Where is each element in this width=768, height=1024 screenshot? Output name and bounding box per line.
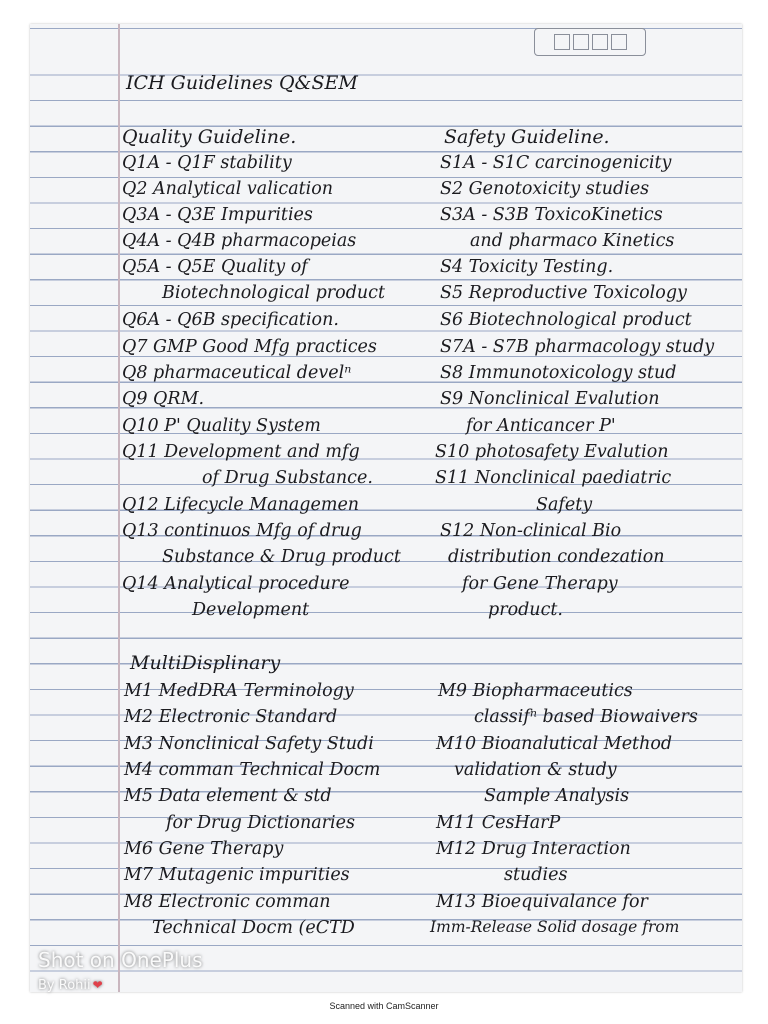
multidisciplinary-heading: MultiDisplinary bbox=[130, 652, 281, 674]
quality-line: Q8 pharmaceutical develⁿ bbox=[122, 363, 352, 383]
quality-line: Q12 Lifecycle Managemen bbox=[122, 495, 360, 515]
quality-line: Q6A - Q6B specification. bbox=[122, 310, 339, 330]
safety-line: S12 Non-clinical Bio bbox=[440, 521, 622, 541]
quality-line: of Drug Substance. bbox=[202, 468, 373, 488]
page-box bbox=[592, 34, 608, 50]
multi-left-line: M1 MedDRA Terminology bbox=[124, 681, 354, 701]
quality-line: Q5A - Q5E Quality of bbox=[122, 257, 308, 277]
safety-line: S4 Toxicity Testing. bbox=[440, 257, 614, 277]
safety-line: S9 Nonclinical Evalution bbox=[440, 389, 660, 409]
safety-line: S7A - S7B pharmacology study bbox=[440, 337, 715, 357]
safety-line: S3A - S3B ToxicoKinetics bbox=[440, 205, 663, 225]
multi-left-line: Technical Docm (eCTD bbox=[152, 918, 355, 938]
safety-line: S1A - S1C carcinogenicity bbox=[440, 153, 672, 173]
quality-line: Q11 Development and mfg bbox=[122, 442, 360, 462]
multi-right-line: M11 CesHarP bbox=[436, 813, 561, 833]
multi-right-line: Sample Analysis bbox=[484, 786, 630, 806]
safety-line: S6 Biotechnological product bbox=[440, 310, 692, 330]
page-box bbox=[573, 34, 589, 50]
safety-line: product. bbox=[488, 600, 563, 620]
multi-left-line: for Drug Dictionaries bbox=[166, 813, 355, 833]
safety-line: S10 photosafety Evalution bbox=[435, 442, 669, 462]
multi-left-line: M6 Gene Therapy bbox=[124, 839, 284, 859]
quality-line: Substance & Drug product bbox=[162, 547, 401, 567]
camera-watermark-author bbox=[38, 979, 103, 992]
page-box bbox=[611, 34, 627, 50]
multi-right-line: classifⁿ based Biowaivers bbox=[474, 707, 698, 727]
quality-line: Q4A - Q4B pharmacopeias bbox=[122, 231, 357, 251]
scanner-footer: Scanned with CamScanner bbox=[329, 1001, 439, 1011]
multi-right-line: M10 Bioanalutical Method bbox=[436, 734, 673, 754]
safety-line: S11 Nonclinical paediatric bbox=[435, 468, 672, 488]
heart-icon: ❤ bbox=[92, 978, 103, 992]
multi-left-line: M4 comman Technical Docm bbox=[124, 760, 381, 780]
multi-left-line: M2 Electronic Standard bbox=[124, 707, 338, 727]
quality-line: Biotechnological product bbox=[162, 283, 385, 303]
multi-right-line: M13 Bioequivalance for bbox=[436, 892, 648, 912]
multi-left-line: M5 Data element & std bbox=[124, 786, 332, 806]
safety-line: Safety bbox=[536, 495, 593, 515]
multi-left-line: M3 Nonclinical Safety Studi bbox=[124, 734, 374, 754]
quality-line: Q10 P' Quality System bbox=[122, 416, 321, 436]
multi-right-line: validation & study bbox=[454, 760, 617, 780]
safety-guideline-heading: Safety Guideline. bbox=[444, 126, 610, 148]
margin-line bbox=[118, 24, 120, 992]
safety-line: S8 Immunotoxicology stud bbox=[440, 363, 677, 383]
page-number-boxes bbox=[534, 28, 646, 56]
multi-right-line: M12 Drug Interaction bbox=[436, 839, 631, 859]
page-title: ICH Guidelines Q&SEM bbox=[126, 72, 358, 94]
quality-line: Q9 QRM. bbox=[122, 389, 205, 409]
camera-watermark: Shot on OnePlus bbox=[38, 948, 203, 972]
author-text: By Rohii bbox=[38, 978, 91, 993]
notebook-page bbox=[30, 24, 742, 992]
multi-left-line: M8 Electronic comman bbox=[124, 892, 331, 912]
safety-line: and pharmaco Kinetics bbox=[470, 231, 675, 251]
quality-line: Q1A - Q1F stability bbox=[122, 153, 292, 173]
multi-left-line: M7 Mutagenic impurities bbox=[124, 865, 350, 885]
multi-right-line: M9 Biopharmaceutics bbox=[438, 681, 633, 701]
multi-right-line: studies bbox=[504, 865, 568, 885]
safety-line: S2 Genotoxicity studies bbox=[440, 179, 650, 199]
quality-line: Q3A - Q3E Impurities bbox=[122, 205, 313, 225]
safety-line: for Anticancer P' bbox=[466, 416, 616, 436]
page-box bbox=[554, 34, 570, 50]
multi-right-line: Imm-Release Solid dosage from bbox=[430, 918, 680, 936]
quality-line: Q14 Analytical procedure bbox=[122, 574, 350, 594]
safety-line: S5 Reproductive Toxicology bbox=[440, 283, 687, 303]
quality-line: Development bbox=[192, 600, 310, 620]
quality-line: Q7 GMP Good Mfg practices bbox=[122, 337, 377, 357]
safety-line: distribution condezation bbox=[448, 547, 665, 567]
safety-line: for Gene Therapy bbox=[462, 574, 618, 594]
quality-guideline-heading: Quality Guideline. bbox=[122, 126, 297, 148]
quality-line: Q2 Analytical valication bbox=[122, 179, 334, 199]
quality-line: Q13 continuos Mfg of drug bbox=[122, 521, 362, 541]
